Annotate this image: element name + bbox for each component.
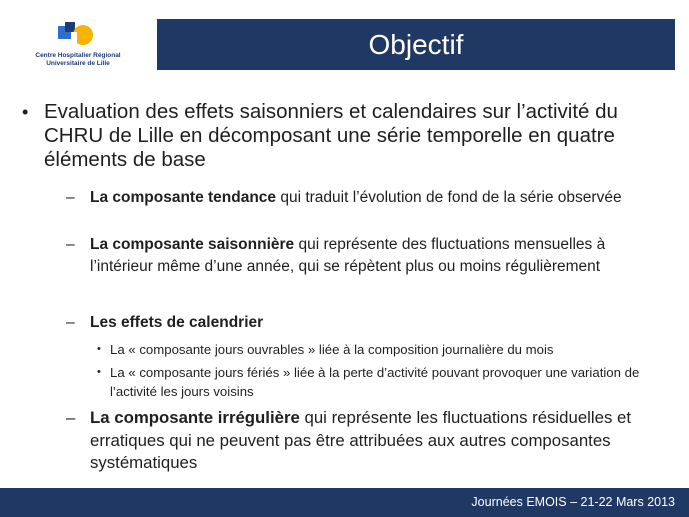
footer-bar [0,488,689,517]
item-text: qui traduit l’évolution de fond de la série observée [276,189,622,206]
chru-logo-icon [56,20,96,50]
dash-symbol: – [66,236,75,253]
list-item [66,234,660,278]
item-title: La composante irrégulière [90,408,300,427]
slide-title: Objectif [368,28,464,60]
logo-text [18,52,138,68]
item-title: La composante tendance [90,189,277,206]
dash-symbol: – [66,408,76,427]
dash-symbol: – [66,189,75,206]
item-text: qui représente des fluctuations mensuelles à l’intérieur même d’une année, qui se répètent plus ou moins régulièrement [90,236,606,275]
main-bullet-text: Evaluation des effets saisonniers et calendaires sur l’activité du CHRU de Lille en décomposant une série temporelle en quatre éléments de base [44,100,618,171]
footer-text: Journées EMOIS – 21-22 Mars 2013 [471,495,675,509]
logo-line-2: Universitaire de Lille [46,60,110,67]
chru-logo [18,18,138,78]
list-item [66,312,660,334]
title-bar [157,19,675,70]
item-title: La composante saisonnière [90,236,295,253]
list-item [66,187,660,209]
bullet-symbol: • [97,343,101,355]
logo-line-1: Centre Hospitalier Régional [35,52,121,59]
sub-item-text: La « composante jours fériés » liée à la perte d’activité pouvant provoquer une variation de l’activité les jours voisins [110,365,640,399]
item-text: qui représente les fluctuations résiduelles et erratiques qui ne peuvent pas être attribuées aux autres composantes systématiques [90,408,631,472]
main-bullet [22,100,644,172]
sub-list-item [97,363,670,401]
bullet-symbol: • [22,102,29,122]
sub-list-item [97,340,670,359]
item-title: Les effets de calendrier [90,314,264,331]
list-item [66,407,670,475]
dash-symbol: – [66,314,75,331]
sub-item-text: La « composante jours ouvrables » liée à la composition journalière du mois [110,342,554,357]
bullet-symbol: • [97,366,101,378]
